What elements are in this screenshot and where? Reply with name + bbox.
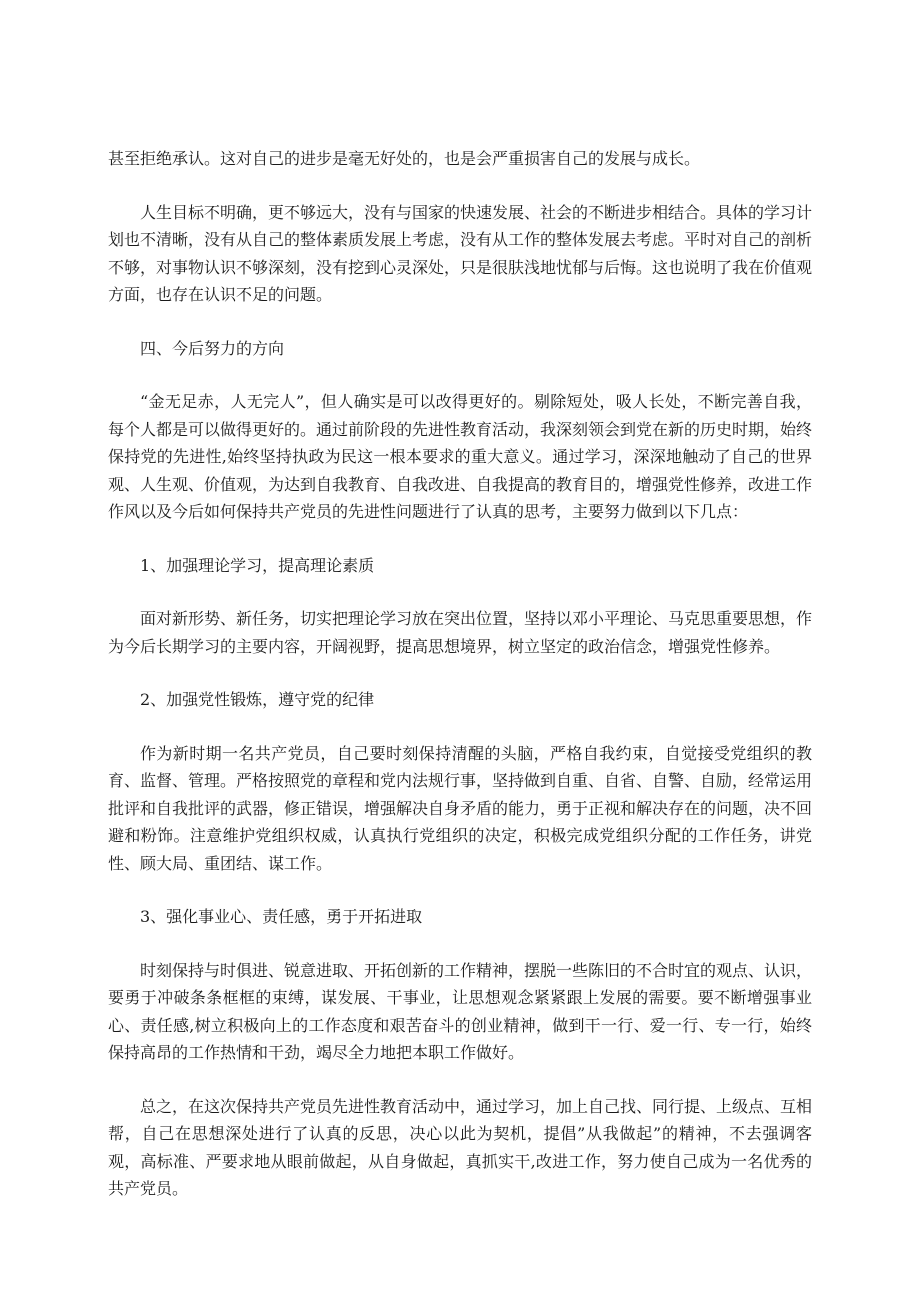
paragraph-improvement-intro: “金无足赤，人无完人”，但人确实是可以改得更好的。剔除短处，吸人长处，不断完善自我，每个人都是可以做得更好的。通过前阶段的先进性教育活动，我深刻领会到党在新的历史时期，始终保持党的先进性,始终坚持执政为民这一根本要求的重大意义。通过学习，深深地触动了自己的世界观、人生观、价值观，为达到自我教育、自我改进、自我提高的教育目的，增强党性修养，改进工作作风以及今后如何保持共产党员的先进性问题进行了认真的思考，主要努力做到以下几点： (108, 392, 813, 521)
section-heading-future-direction: 四、今后努力的方向 (140, 338, 285, 358)
paragraph-life-goals: 人生目标不明确，更不够远大，没有与国家的快速发展、社会的不断进步相结合。具体的学习计划也不清晰，没有从自己的整体素质发展上考虑，没有从工作的整体发展去考虑。平时对自己的剖析不够，对事物认识不够深刻，没有挖到心灵深处，只是很肤浅地忧郁与后悔。这也说明了我在价值观方面，也存在认识不足的问题。 (108, 202, 813, 304)
paragraph-career-responsibility: 时刻保持与时俱进、锐意进取、开拓创新的工作精神，摆脱一些陈旧的不合时宜的观点、认识，要勇于冲破条条框框的束缚，谋发展、干事业，让思想观念紧紧跟上发展的需要。要不断增强事业心、责任感,树立积极向上的工作态度和艰苦奋斗的创业精神，做到干一行、爱一行、专一行，始终保持高昂的工作热情和干劲，竭尽全力地把本职工作做好。 (108, 960, 813, 1062)
paragraph-continuation: 甚至拒绝承认。这对自己的进步是毫无好处的，也是会严重损害自己的发展与成长。 (108, 149, 701, 168)
subheading-party-discipline: 2、加强党性锻炼，遵守党的纪律 (140, 690, 375, 709)
paragraph-theory-study: 面对新形势、新任务，切实把理论学习放在突出位置，坚持以邓小平理论、马克思重要思想，作为今后长期学习的主要内容，开阔视野，提高思想境界，树立坚定的政治信念，增强党性修养。 (108, 609, 813, 656)
paragraph-party-discipline: 作为新时期一名共产党员，自己要时刻保持清醒的头脑，严格自我约束，自觉接受党组织的教育、监督、管理。严格按照党的章程和党内法规行事，坚持做到自重、自省、自警、自励，经常运用批评和自我批评的武器，修正错误，增强解决自身矛盾的能力，勇于正视和解决存在的问题，决不回避和粉饰。注意维护党组织权威，认真执行党组织的决定，积极完成党组织分配的工作任务，讲党性、顾大局、重团结、谋工作。 (108, 743, 813, 873)
subheading-theory-study: 1、加强理论学习，提高理论素质 (140, 555, 375, 575)
subheading-career-responsibility: 3、强化事业心、责任感，勇于开拓进取 (140, 907, 423, 926)
paragraph-conclusion: 总之，在这次保持共产党员先进性教育活动中，通过学习，加上自己找、同行提、上级点、互相帮，自己在思想深处进行了认真的反思，决心以此为契机，提倡”从我做起”的精神，不去强调客观，高标准、严要求地从眼前做起，从自身做起，真抓实干,改进工作，努力使自己成为一名优秀的共产党员。 (108, 1096, 813, 1198)
document-body (108, 145, 812, 1229)
